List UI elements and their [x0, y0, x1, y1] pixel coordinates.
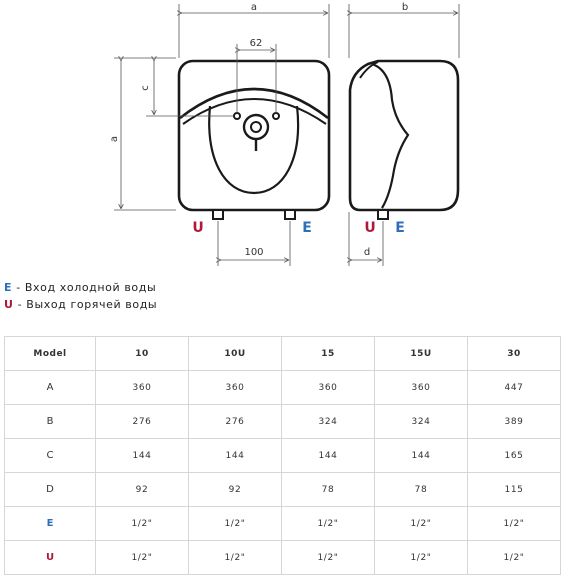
front-view: [179, 61, 329, 210]
table-cell: 78: [375, 473, 468, 507]
row-label: D: [5, 473, 96, 507]
table-row: [5, 507, 561, 541]
legend-u-text: - Выход горячей воды: [13, 298, 158, 311]
table-row: [5, 405, 561, 439]
table-cell: 1/2": [189, 507, 282, 541]
table-cell: 92: [189, 473, 282, 507]
dim-d: d: [363, 247, 371, 258]
table-cell: 1/2": [282, 507, 375, 541]
legend-u-key: U: [4, 298, 14, 311]
dim-a-left: a: [109, 135, 120, 143]
table-cell: 360: [189, 371, 282, 405]
table-row: [5, 473, 561, 507]
port-e-front: E: [302, 220, 312, 236]
front-body: [179, 61, 329, 210]
table-cell: 144: [282, 439, 375, 473]
table-cell: 115: [468, 473, 561, 507]
table-cell: 92: [96, 473, 189, 507]
table-cell: 389: [468, 405, 561, 439]
port-u-front: U: [192, 220, 204, 236]
port-u-side: U: [364, 220, 376, 236]
table-cell: 324: [375, 405, 468, 439]
table-row: [5, 541, 561, 575]
table-cell: 1/2": [375, 541, 468, 575]
header-10u: 10U: [189, 337, 282, 371]
port-labels: [192, 220, 404, 236]
thermostat-knob-inner: [251, 122, 261, 132]
dimensions-table: [4, 336, 561, 575]
row-label: B: [5, 405, 96, 439]
table-cell: 1/2": [468, 541, 561, 575]
front-oval-panel: [209, 106, 298, 193]
table-cell: 1/2": [96, 507, 189, 541]
side-body: [350, 61, 458, 210]
table-cell: 1/2": [189, 541, 282, 575]
row-label: C: [5, 439, 96, 473]
table-cell: 360: [96, 371, 189, 405]
pipe-e-front: [285, 210, 295, 219]
table-header-row: [5, 337, 561, 371]
legend-e-text: - Вход холодной воды: [12, 281, 157, 294]
table-cell: 276: [189, 405, 282, 439]
front-pipes: [213, 210, 295, 219]
legend-e: [4, 281, 156, 294]
table-row: [5, 439, 561, 473]
port-e-side: E: [395, 220, 405, 236]
legend-e-key: E: [4, 281, 13, 294]
pipe-side: [378, 210, 388, 219]
side-cover-line: [372, 64, 408, 208]
table-cell: 447: [468, 371, 561, 405]
table-cell: 1/2": [96, 541, 189, 575]
table-cell: 144: [189, 439, 282, 473]
table-cell: 165: [468, 439, 561, 473]
table-cell: 144: [96, 439, 189, 473]
side-view: [350, 61, 458, 210]
table-row: [5, 371, 561, 405]
front-cover-arch: [180, 89, 328, 118]
header-15u: 15U: [375, 337, 468, 371]
dim-a-top: a: [250, 2, 258, 13]
row-label: U: [5, 541, 96, 575]
header-10: 10: [96, 337, 189, 371]
row-label: A: [5, 371, 96, 405]
table-cell: 1/2": [375, 507, 468, 541]
dim-b-top: b: [401, 2, 409, 13]
dim-c-left: c: [140, 85, 151, 91]
table-cell: 276: [96, 405, 189, 439]
table-cell: 324: [282, 405, 375, 439]
table-cell: 144: [375, 439, 468, 473]
table-cell: 1/2": [468, 507, 561, 541]
header-model: Model: [5, 337, 96, 371]
thermostat-knob: [244, 115, 268, 139]
header-30: 30: [468, 337, 561, 371]
pipe-u-front: [213, 210, 223, 219]
dim-62: 62: [249, 38, 263, 49]
dim-100: 100: [244, 247, 264, 258]
table-cell: 360: [282, 371, 375, 405]
table-cell: 1/2": [282, 541, 375, 575]
row-label: E: [5, 507, 96, 541]
legend-u: [4, 298, 157, 311]
table-cell: 360: [375, 371, 468, 405]
header-15: 15: [282, 337, 375, 371]
table-cell: 78: [282, 473, 375, 507]
dimension-labels: [109, 2, 408, 258]
